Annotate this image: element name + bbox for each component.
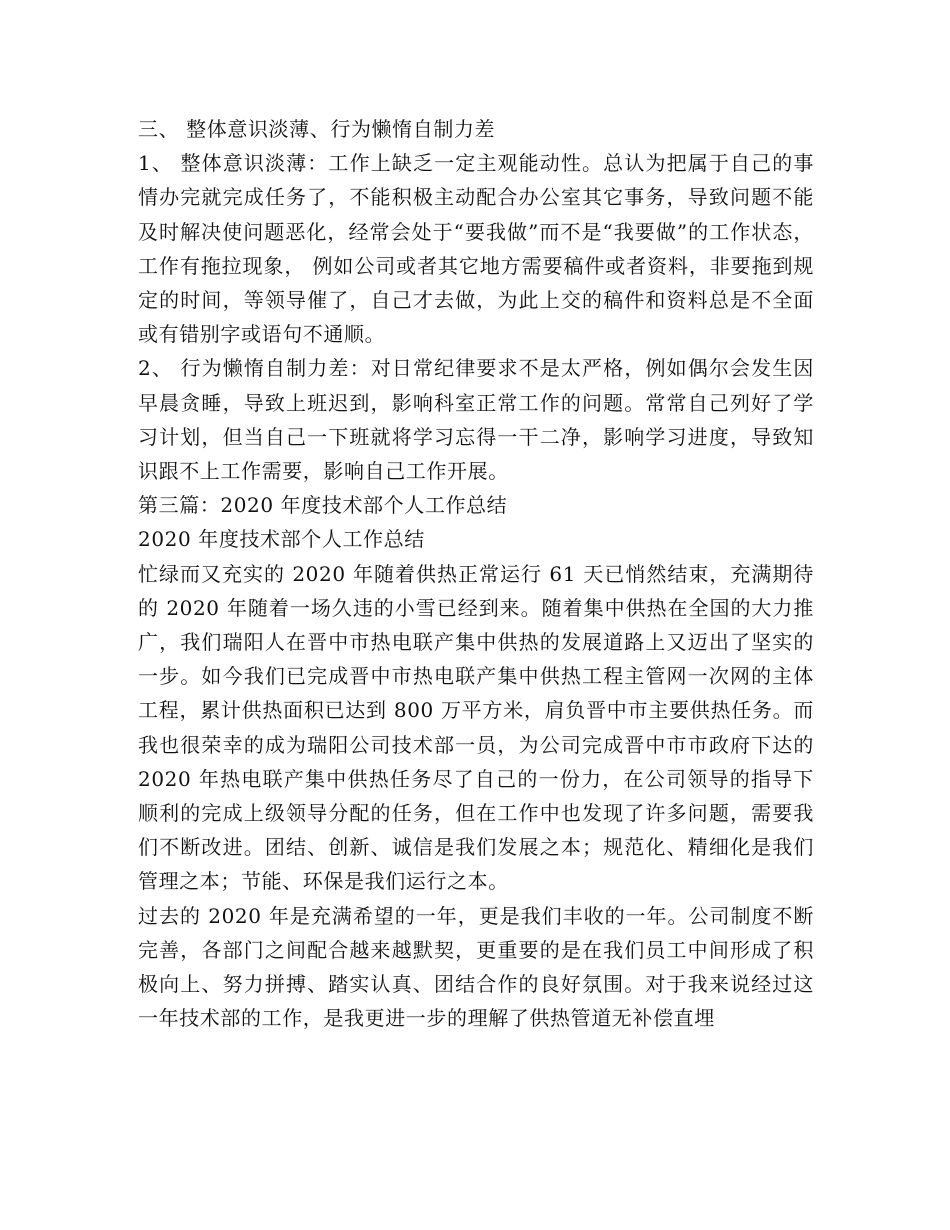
paragraph: 2、 行为懒惰自制力差：对日常纪律要求不是太严格，例如偶尔会发生因早晨贪睡，导致上班迟到，影响科室正常工作的问题。常常自己列好了学习计划，但当自己一下班就将学习忘得一干二净，影响学习进度，导致知识跟不上工作需要，影响自己工作开展。 — [138, 356, 814, 484]
paragraph: 过去的 2020 年是充满希望的一年，更是我们丰收的一年。公司制度不断完善，各部门之间配合越来越默契，更重要的是在我们员工中间形成了积极向上、努力拼搏、踏实认真、团结合作的良好氛围。对于我来说经过这一年技术部的工作，是我更进一步的理解了供热管道无补偿直埋 — [138, 903, 814, 1031]
paragraph: 忙绿而又充实的 2020 年随着供热正常运行 61 天已悄然结束，充满期待的 2020 年随着一场久违的小雪已经到来。随着集中供热在全国的大力推广，我们瑞阳人在晋中市热电联产集中供热的发展道路上又迈出了坚实的一步。如今我们已完成晋中市热电联产集中供热工程主管网一次网的主体工程，累计供热面积已达到 800 万平方米，肩负晋中市主要供热任务。而我也很荣幸的成为瑞阳公司技术部一员，为公司完成晋中市市政府下达的 2020 年热电联产集中供热任务尽了自己的一份力，在公司领导的指导下顺利的完成上级领导分配的任务，但在工作中也发现了许多问题，需要我们不断改进。团结、创新、诚信是我们发展之本；规范化、精细化是我们管理之本；节能、环保是我们运行之本。 — [138, 561, 814, 894]
paragraph: 1、 整体意识淡薄：工作上缺乏一定主观能动性。总认为把属于自己的事情办完就完成任务了，不能积极主动配合办公室其它事务，导致问题不能及时解决使问题恶化，经常会处于“要我做”而不是“我要做”的工作状态，工作有拖拉现象， 例如公司或者其它地方需要稿件或者资料，非要拖到规定的时间，等领导催了，自己才去做，为此上交的稿件和资料总是不全面或有错别字或语句不通顺。 — [138, 151, 814, 347]
section-heading: 三、 整体意识淡薄、行为懒惰自制力差 — [138, 117, 496, 141]
document-body — [138, 112, 814, 1035]
document-title: 2020 年度技术部个人工作总结 — [138, 527, 425, 552]
chapter-title: 第三篇：2020 年度技术部个人工作总结 — [138, 493, 508, 518]
